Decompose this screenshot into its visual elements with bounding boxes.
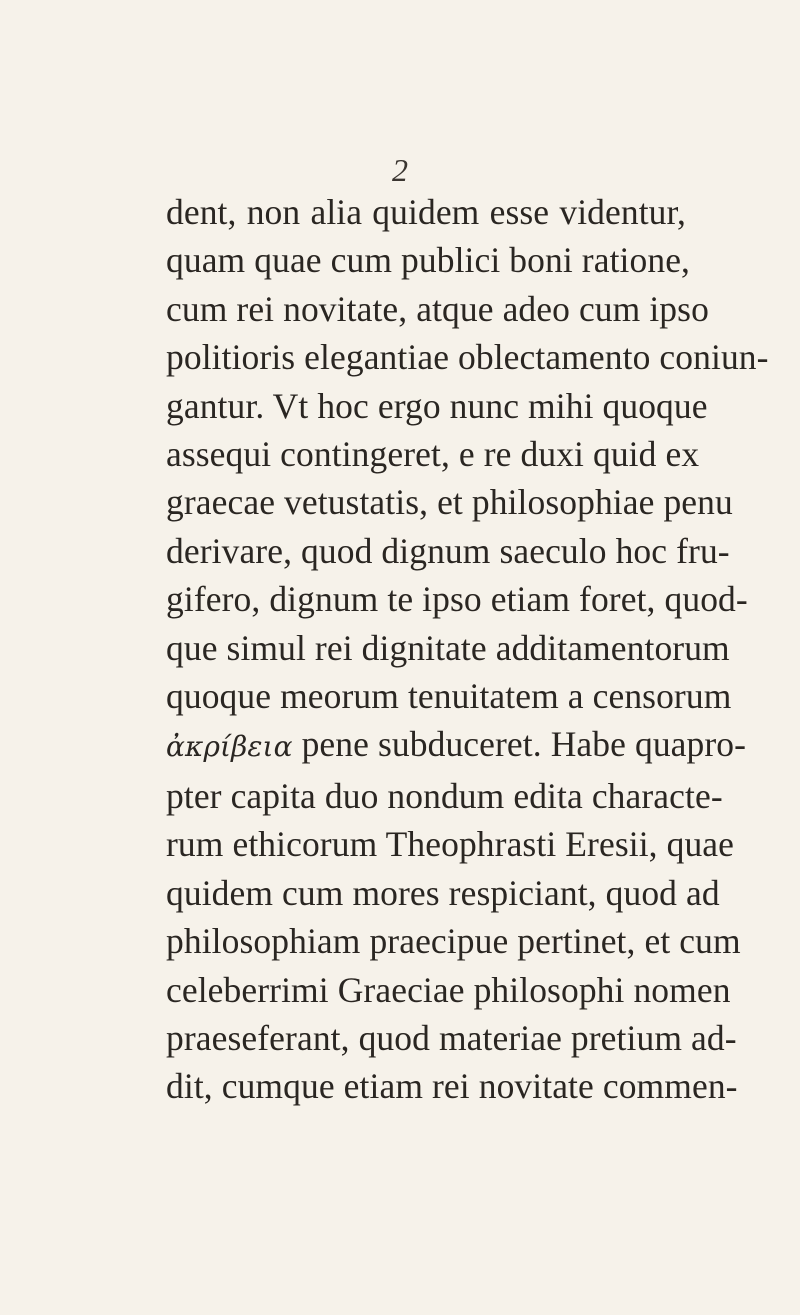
text-line-12-rest: pene subduceret. Habe quapro- <box>292 724 747 765</box>
text-line-1: dent, non alia quidem esse videntur, <box>166 192 686 232</box>
text-line-17: celeberrimi Graeciae philosophi nomen <box>166 969 731 1010</box>
text-line-6: assequi contingeret, e re duxi quid ex <box>166 434 700 475</box>
text-line-8: derivare, quod dignum saeculo hoc fru- <box>166 530 730 571</box>
text-line-16: philosophiam praecipue pertinet, et cum <box>166 921 741 962</box>
text-line-19: dit, cumque etiam rei novitate commen- <box>166 1066 738 1107</box>
text-line-14: rum ethicorum Theophrasti Eresii, quae <box>166 824 735 865</box>
text-line-9: gifero, dignum te ipso etiam foret, quod- <box>166 579 748 620</box>
text-line-7: graecae vetustatis, et philosophiae penu <box>166 482 733 523</box>
body-text <box>166 188 769 1111</box>
greek-word: ἀκρίβεια <box>166 730 293 764</box>
text-line-11: quoque meorum tenuitatem a censorum <box>166 676 732 717</box>
text-line-3: cum rei novitate, atque adeo cum ipso <box>166 288 709 329</box>
page-number: 2 <box>392 152 408 188</box>
text-line-12 <box>166 720 747 771</box>
text-line-15: quidem cum mores respiciant, quod ad <box>166 872 720 913</box>
text-line-2: quam quae cum publici boni ratione, <box>166 240 691 281</box>
text-line-10: que simul rei dignitate additamentorum <box>166 627 730 668</box>
text-line-18: praeseferant, quod materiae pretium ad- <box>166 1017 737 1058</box>
text-line-4: politioris elegantiae oblectamento coniun- <box>166 337 769 378</box>
text-line-13: pter capita duo nondum edita characte- <box>166 775 723 816</box>
text-line-5: gantur. Vt hoc ergo nunc mihi quoque <box>166 385 708 426</box>
